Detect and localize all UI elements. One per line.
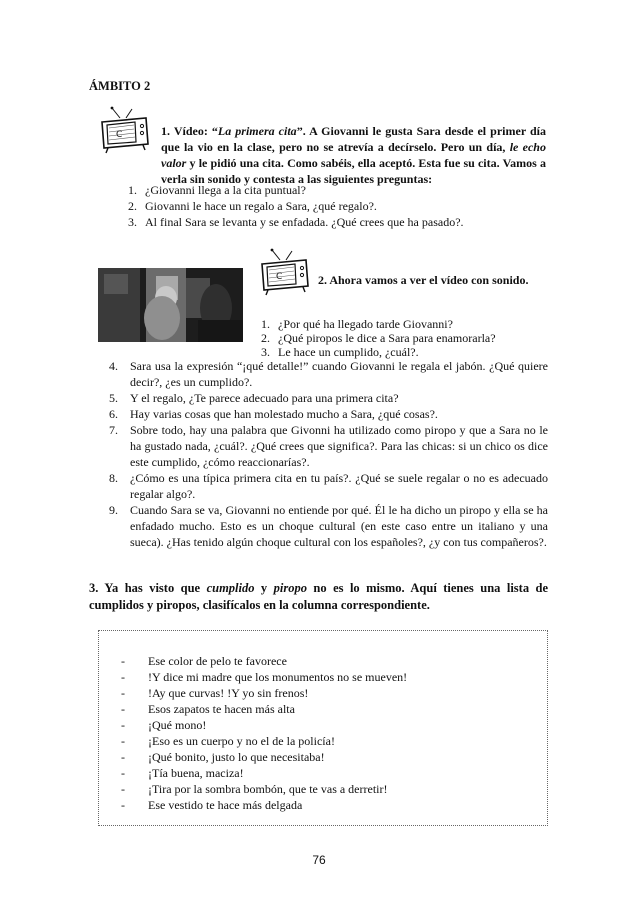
- list-item: - ¡Tira por la sombra bombón, que te vas a derretir!: [121, 782, 388, 796]
- page-number: 76: [312, 853, 326, 867]
- list-item: 6. Hay varias cosas que han molestado mucho a Sara, ¿qué cosas?.: [109, 407, 438, 421]
- tv-icon: [98, 106, 152, 154]
- list-item: 3. Al final Sara se levanta y se enfadada. ¿Qué crees que ha pasado?.: [128, 215, 464, 229]
- list-item: - ¡Tía buena, maciza!: [121, 766, 244, 780]
- list-item: 4. Sara usa la expresión “¡qué detalle!” cuando Giovanni le regala el jabón. ¿Qué quiere decir?, ¿es un cumplido?.: [109, 359, 548, 389]
- section-heading: ÁMBITO 2: [89, 79, 151, 93]
- exercise-2-questions-short: [258, 317, 496, 359]
- exercise-3-instructions: 3. Ya has visto que cumplido y piropo no es lo mismo. Aquí tienes una lista de cumplidos y piropos, clasifícalos en la columna correspondiente.: [89, 581, 549, 612]
- list-item: 1. ¿Giovanni llega a la cita puntual?: [128, 183, 306, 197]
- exercise-2-instructions: 2. Ahora vamos a ver el vídeo con sonido.: [318, 273, 529, 287]
- list-item: 2. Giovanni le hace un regalo a Sara, ¿qué regalo?.: [128, 199, 377, 213]
- compliments-box: [98, 630, 548, 826]
- list-item: - Ese color de pelo te favorece: [121, 654, 287, 668]
- list-item: 2. ¿Qué piropos le dice a Sara para enamorarla?: [261, 331, 496, 345]
- list-item: - ¡Qué mono!: [121, 718, 207, 732]
- compliments-list: [121, 653, 407, 813]
- list-item: 8. ¿Cómo es una típica primera cita en tu país?. ¿Qué se suele regalar o no es adecuado regalar algo?.: [109, 471, 548, 501]
- list-item: 7. Sobre todo, hay una palabra que Givonni ha utilizado como piropo y que a Sara no le ha gustado nada, ¿cuál?. ¿Qué crees que significa?. Para las chicas: si un chico os dice este cumplido, ¿cómo reaccionarías?.: [109, 423, 548, 469]
- list-item: - !Y dice mi madre que los monumentos no se mueven!: [121, 670, 408, 684]
- list-item: - Ese vestido te hace más delgada: [121, 798, 303, 812]
- list-item: 1. ¿Por qué ha llegado tarde Giovanni?: [261, 317, 453, 331]
- exercise-1-questions: [125, 182, 464, 230]
- video-still-image: [98, 268, 243, 342]
- list-item: 3. Le hace un cumplido, ¿cuál?.: [261, 345, 419, 359]
- tv-icon: [258, 248, 312, 296]
- list-item: - ¡Qué bonito, justo lo que necesitaba!: [121, 750, 325, 764]
- list-item: - !Ay que curvas! !Y yo sin frenos!: [121, 686, 309, 700]
- exercise-2-questions-long: [106, 358, 548, 550]
- list-item: 5. Y el regalo, ¿Te parece adecuado para una primera cita?: [109, 391, 399, 405]
- list-item: 9. Cuando Sara se va, Giovanni no entiende por qué. Él le ha dicho un piropo y ella se ha enfadado mucho. Esto es un choque cultural (en este caso entre un italiano y una sueca). ¿Has tenido algún choque cultural con los españoles?, ¿y con tus compañeros?.: [109, 503, 548, 549]
- svg-text:C: C: [116, 130, 123, 140]
- svg-text:C: C: [276, 272, 283, 282]
- list-item: - ¡Eso es un cuerpo y no el de la policía!: [121, 734, 335, 748]
- exercise-1-instructions: 1. Vídeo: “La primera cita”. A Giovanni le gusta Sara desde el primer día que la vio en la clase, pero no se atrevía a decírselo. Pero un día, le echo valor y le pidió una cita. Como sabéis, ella aceptó. Esta fue su cita. Vamos a verla sin sonido y contesta a las siguientes preguntas:: [161, 124, 547, 186]
- list-item: - Esos zapatos te hacen más alta: [121, 702, 295, 716]
